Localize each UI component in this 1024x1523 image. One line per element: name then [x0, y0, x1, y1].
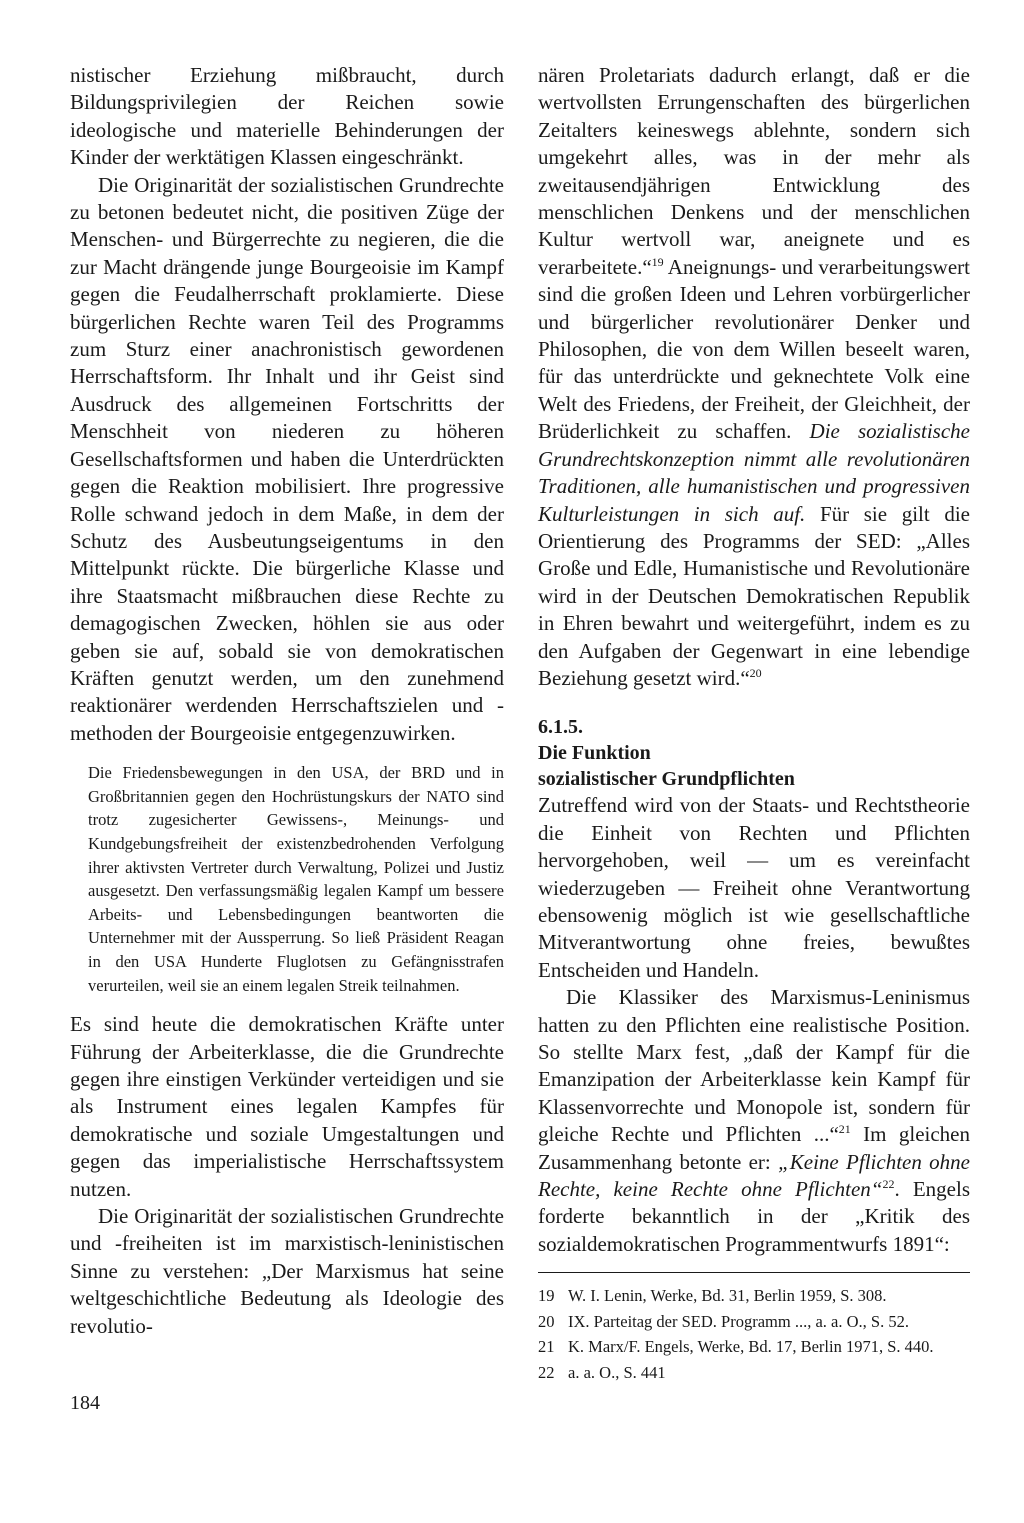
text-run: nären Proletariats dadurch erlangt, daß er die wertvollsten Errungenschaften des bürgerlichen Zeitalters keineswegs ablehnte, sondern sich umgekehrt alles, was in der mehr als zweitausendjährigen Entwicklung des menschlichen Denkens und der menschlichen Kultur wertvoll war, aneignete und es verarbeitete.“: [538, 63, 970, 279]
page-number: 184: [70, 1392, 100, 1414]
footnote: [538, 1311, 970, 1333]
paragraph: nistischer Erziehung mißbraucht, durch Bildungsprivilegien der Reichen sowie ideologische und materielle Behinderungen der Kinder der werktätigen Klassen eingeschränkt.: [70, 63, 504, 170]
footnote-number: 19: [538, 1286, 555, 1306]
footnote-ref: 19: [651, 254, 664, 269]
footnote-text: K. Marx/F. Engels, Werke, Bd. 17, Berlin 1971, S. 440.: [568, 1337, 934, 1357]
footnote: [538, 1285, 970, 1307]
section-title: sozialistischer Grundpflichten: [538, 768, 795, 791]
left-column: [70, 62, 504, 1340]
footnote-ref: 20: [749, 665, 762, 680]
text-run: Aneignungs- und verarbeitungswert sind die großen Ideen und Lehren vorbürgerlicher und bürgerlicher revolutionärer Denker und Philosophen, die von dem Willen beseelt waren, für das unterdrückte und geknechtete Volk eine Welt des Friedens, der Freiheit, der Gleichheit, der Brüderlichkeit zu schaffen.: [538, 254, 970, 444]
footnote-number: 22: [538, 1362, 555, 1382]
footnote-ref: 21: [838, 1122, 851, 1137]
footnote-text: IX. Parteitag der SED. Programm ..., a. a. O., S. 52.: [568, 1311, 909, 1331]
text-run: Für sie gilt die Orientierung des Programms der SED: „Alles Große und Edle, Humanistische und Revolutionäre wird in der Deutschen Demokratischen Republik in Ehren bewahrt und weitergeführt, indem es zu den Aufgaben der Gegenwart in eine lebendige Beziehung gesetzt wird.“: [538, 501, 970, 690]
text-run: . Engels forderte bekanntlich in der „Kritik des sozialdemokratischen Programmentwurfs 1891“:: [538, 1177, 971, 1256]
footnote-text: W. I. Lenin, Werke, Bd. 31, Berlin 1959, S. 308.: [568, 1286, 887, 1306]
emphasis-text: Die sozialistische Grundrechtskonzeption nimmt alle revolutionären Traditionen, alle humanistischen und progressiven Kulturleistungen in sich auf.: [538, 419, 970, 526]
paragraph: [538, 62, 970, 692]
text-run: Die Klassiker des Marxismus-Leninismus hatten zu den Pflichten eine realistische Position. So stellte Marx fest, „daß der Kampf für die Emanzipation der Arbeiterklasse kein Kampf für Klassenvorrechte und Monopole ist, sondern für gleiche Rechte und Pflichten ...“: [538, 985, 970, 1147]
emphasis-text: „Keine Pflichten ohne Rechte, keine Rechte ohne Pflichten“: [538, 1149, 970, 1202]
paragraph: Es sind heute die demokratischen Kräfte unter Führung der Arbeiterklasse, die die Grundrechte gegen ihre einstigen Verkünder verteidigen und sie als Instrument eines legalen Kampfes für demokratische und soziale Umgestaltungen und gegen das imperialistische Herrschaftssystem nutzen.: [70, 1012, 504, 1201]
footnote-ref: 22: [882, 1177, 895, 1192]
footnote: [538, 1336, 970, 1358]
paragraph: Zutreffend wird von der Staats- und Rechtstheorie die Einheit von Rechten und Pflichten hervorgehoben, weil — um es vereinfacht wiederzugeben — Freiheit ohne Verantwortung ebensowenig möglich ist wie gesellschaftliche Mitverantwortung ohne freies, bewußtes Entscheiden und Handeln.: [538, 793, 970, 982]
section-number: 6.1.5.: [538, 716, 583, 739]
section-title: Die Funktion: [538, 742, 651, 765]
footnote: [538, 1362, 970, 1384]
footnote-text: a. a. O., S. 441: [568, 1362, 666, 1382]
right-column: [538, 62, 970, 1387]
footnotes: [538, 1285, 970, 1383]
footnote-number: 21: [538, 1337, 555, 1357]
paragraph: [538, 984, 970, 1258]
example-note: Die Friedensbewegungen in den USA, der BRD und in Großbritannien gegen den Hochrüstungskurs der NATO sind trotz zugesicherter Gewissens-, Meinungs- und Kundgebungsfreiheit der existenzbedrohenden Verfolgung ihrer aktivsten Vertreter durch Verwaltung, Polizei und Justiz ausgesetzt. Den verfassungsmäßig legalen Kampf um bessere Arbeits- und Lebensbedingungen beantworten die Unternehmer mit der Aussperrung. So ließ Präsident Reagan in den USA Hunderte Fluglotsen zu Gefängnisstrafen verurteilen, weil sie an einem legalen Streik teilnahmen.: [88, 763, 504, 995]
paragraph: Die Originarität der sozialistischen Grundrechte und -freiheiten ist im marxistisch-leninistischen Sinne zu verstehen: „Der Marxismus hat seine weltgeschichtliche Bedeutung als Ideologie des revolutio-: [70, 1203, 504, 1338]
paragraph: Die Originarität der sozialistischen Grundrechte zu betonen bedeutet nicht, die positiven Züge der Menschen- und Bürgerrechte zu negieren, die die zur Macht drängende junge Bourgeoisie im Kampf gegen die Feudalherrschaft proklamierte. Diese bürgerlichen Rechte waren Teil des Programms zum Sturz einer anachronistisch gewordenen Herrschaftsform. Ihr Inhalt und ihr Geist sind Ausdruck des allgemeinen Fortschritts der Menschheit von niederen zu höheren Gesellschaftsformen und haben die Unterdrückten gegen die Reaktion mobilisiert. Ihre progressive Rolle schwand jedoch in dem Maße, in dem der Schutz des Ausbeutungseigentums in den Mittelpunkt rückte. Die bürgerliche Klasse und ihre Staatsmacht mißbrauchen diese Rechte zu demagogischen Zwecken, höhlen sie aus oder geben sie auf, sobald sie von demokratischen Kräften genutzt werden, um den zunehmend reaktionärer werdenden Herrschaftszielen und -methoden der Bourgeoisie entgegenzuwirken.: [70, 172, 504, 745]
footnote-number: 20: [538, 1311, 555, 1331]
text-run: Im gleichen Zusammenhang betonte er:: [538, 1122, 970, 1174]
footnote-divider: [538, 1272, 970, 1273]
